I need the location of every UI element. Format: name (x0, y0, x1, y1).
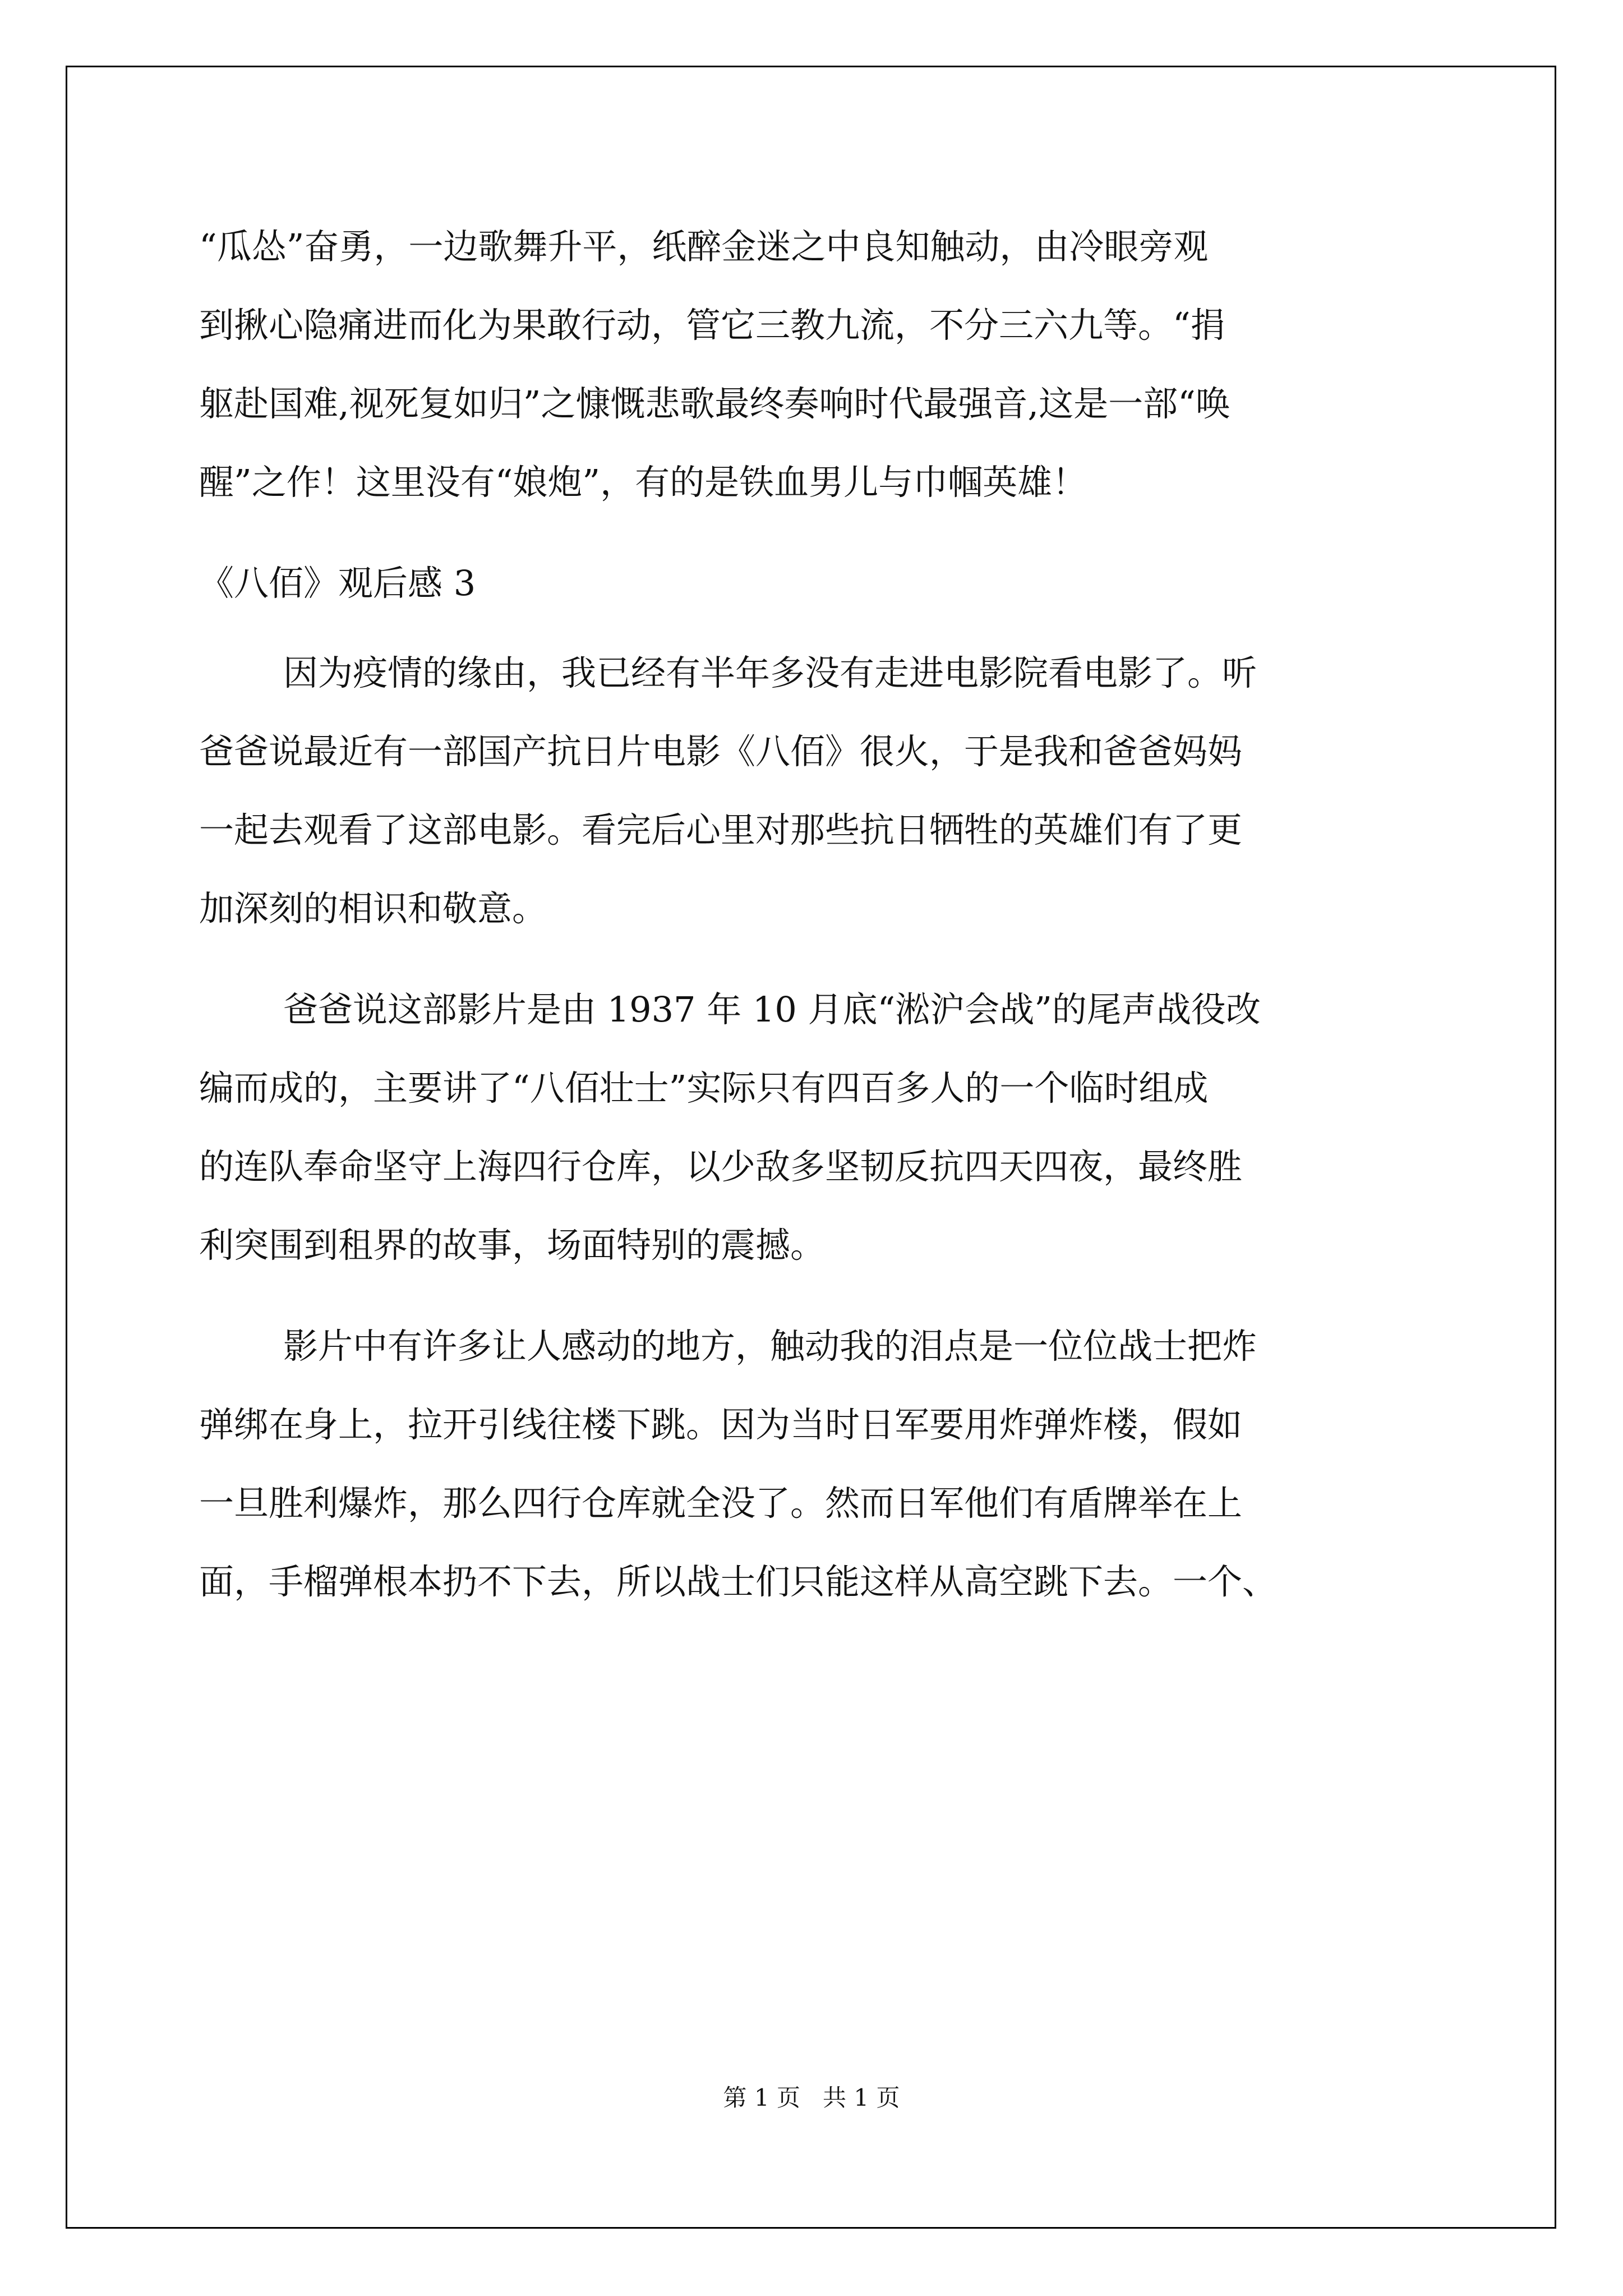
paragraph-line: 弹绑在身上，拉开引线往楼下跳。因为当时日军要用炸弹炸楼，假如 (199, 1404, 1243, 1445)
paragraph-line: 影片中有许多让人感动的地方，触动我的泪点是一位位战士把炸 (283, 1326, 1257, 1366)
paragraph-line: 一旦胜利爆炸，那么四行仓库就全没了。然而日军他们有盾牌举在上 (199, 1483, 1243, 1524)
paragraph-line: 利突围到租界的故事，场面特别的震撼。 (199, 1225, 826, 1266)
paragraph-line: 爸爸说这部影片是由 1937 年 10 月底“淞沪会战”的尾声战役改 (283, 989, 1261, 1030)
paragraph-line: 因为疫情的缘由，我已经有半年多没有走进电影院看电影了。听 (283, 652, 1257, 693)
paragraph-line: 面，手榴弹根本扔不下去，所以战士们只能这样从高空跳下去。一个、 (199, 1561, 1278, 1602)
paragraph-line: 加深刻的相识和敬意。 (199, 888, 547, 929)
text-line: “瓜怂”奋勇，一边歌舞升平，纸醉金迷之中良知触动，由冷眼旁观 (199, 226, 1209, 267)
text-line: 醒”之作！这里没有“娘炮”，有的是铁血男儿与巾帼英雄！ (199, 462, 1087, 503)
paragraph-line: 的连队奉命坚守上海四行仓库，以少敌多坚韧反抗四天四夜，最终胜 (199, 1146, 1243, 1187)
paragraph-line: 一起去观看了这部电影。看完后心里对那些抗日牺牲的英雄们有了更 (199, 809, 1243, 850)
section-title: 《八佰》观后感 3 (199, 563, 476, 604)
page-footer: 第 1 页 共 1 页 (723, 2084, 900, 2111)
paragraph-line: 编而成的，主要讲了“八佰壮士”实际只有四百多人的一个临时组成 (199, 1068, 1209, 1108)
text-line: 躯赴国难,视死复如归”之慷慨悲歌最终奏响时代最强音,这是一部“唤 (199, 383, 1230, 424)
paragraph-line: 爸爸说最近有一部国产抗日片电影《八佰》很火，于是我和爸爸妈妈 (199, 731, 1243, 772)
text-line: 到揪心隐痛进而化为果敢行动，管它三教九流，不分三六九等。“捐 (199, 305, 1225, 346)
